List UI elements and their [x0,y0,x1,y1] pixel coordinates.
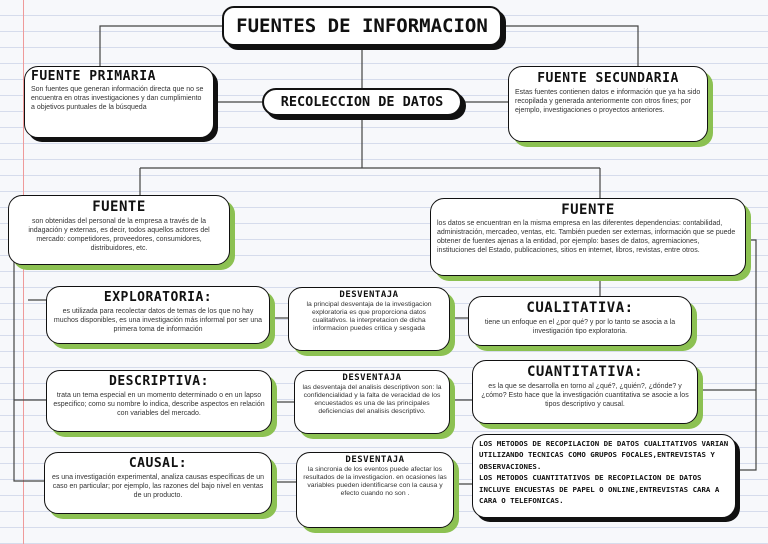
causal-text: es una investigación experimental, analiza causas específicas de un caso en particular; por ejemplo, las razones del bajo nivel en ventas de un producto. [51,474,265,499]
desventaja-descriptiva-box [294,370,450,434]
descriptiva-box [46,370,272,432]
desventaja-causal-text: la sincronia de los eventos puede afectar los resultados de la investigacion. en ocasiones las variables pueden identificarse con la causa y efecto cuando no son . [303,466,447,498]
main-title [222,6,502,46]
fuente-interna-title: FUENTE [92,199,146,215]
fuente-primaria-title: FUENTE PRIMARIA [31,69,156,84]
fuente-interna-text: son obtenidas del personal de la empresa a través de la indagación y externas, es decir, todos aquellos actores del mercado: competidores, proveedores, consumidores, distribuidores, etc. [28,218,210,252]
exploratoria-text: es utilizada para recolectar datos de temas de los que no hay muchos disponibles, es una investigación más informal por ser una primera toma de información [53,308,263,333]
fuente-secundaria-text: Estas fuentes contienen datos e información que ya ha sido recopilada y generada anteriormente con otros fines; por ejemplo, investigaciones o proyectos anteriores. [515,89,701,114]
causal-box [44,452,272,514]
descriptiva-text: trata un tema especial en un momento determinado o en un lapso especifico; como su nombre lo indica, describe aspectos en relación con variables del mercado. [53,392,265,417]
desventaja-descriptiva-text: las desventaja del analisis descriptivon son: la confidencialidad y la falta de veracidad de los encuestados es una de las principales deficiencias del analisis descriptivo. [302,384,442,416]
center-node-text: RECOLECCION DE DATOS [280,94,444,110]
exploratoria-box [46,286,270,344]
cualitativa-box [468,296,692,346]
cuantitativa-title: CUANTITATIVA: [526,364,644,380]
metodos-box [472,434,736,518]
desventaja-descriptiva-title: DESVENTAJA [342,373,402,383]
fuente-secundaria-box [508,66,708,142]
connector-title-secundaria [500,26,638,68]
metodos-cualitativos-text: LOS METODOS DE RECOPILACION DE DATOS CUALITATIVOS VARIAN UTILIZANDO TECNICAS COMO GRUPOS FOCALES,ENTREVISTAS Y OBSERVACIONES. [479,439,729,471]
desventaja-causal-box [296,452,454,528]
connector-fuente-metodos [736,240,756,470]
desventaja-exploratoria-box [288,287,450,351]
cualitativa-text: tiene un enfoque en el ¿por qué? y por lo tanto se asocia a la investigación tipo exploratoria. [484,319,676,335]
desventaja-causal-title: DESVENTAJA [345,455,405,465]
center-node [262,88,462,116]
desventaja-exploratoria-text: la principal desventaja de la investigacion exploratoria es que proporciona datos cualitativos. la interpretacion de dicha informacion puedes critica y sesgada [306,301,432,333]
fuente-externa-text: los datos se encuentran en la misma empresa en las diferentes dependencias: contabilidad, administración, mercadeo, ventas, etc. También pueden ser externas, información que se puede obtener de fuentes ajenas a la entidad, por ejemplo: bases de datos, agremiaciones, instituciones del Estado, publicaciones, sitios en internet, libros, revistas, entre otros. [437,220,736,254]
cuantitativa-box [472,360,698,424]
fuente-interna-box [8,195,230,265]
fuente-externa-title: FUENTE [561,202,615,218]
exploratoria-title: EXPLORATORIA: [103,290,213,305]
metodos-cuantitativos-text: LOS METODOS CUANTITATIVOS DE RECOPILACION DE DATOS INCLUYE ENCUESTAS DE PAPEL O ONLINE,ENTREVISTAS CARA A CARA O TELEFONICAS. [479,473,720,506]
cuantitativa-text: es la que se desarrolla en torno al ¿qué?, ¿quién?, ¿dónde? y ¿cómo? Esto hace que la investigación cuantitativa se asocie a los tipos descriptivo y causal. [481,383,689,408]
fuente-externa-box [430,198,746,276]
cualitativa-title: CUALITATIVA: [526,300,634,316]
main-title-text: FUENTES DE INFORMACION [236,15,488,37]
connector-title-primaria [100,26,222,68]
desventaja-exploratoria-title: DESVENTAJA [339,290,399,300]
descriptiva-title: DESCRIPTIVA: [109,374,209,389]
causal-title: CAUSAL: [128,456,188,471]
fuente-primaria-text: Son fuentes que generan información directa que no se encuentra en otras investigaciones y dan cumplimiento a objetivos puntuales de la búsqueda [31,86,204,111]
fuente-secundaria-title: FUENTE SECUNDARIA [537,71,679,86]
fuente-primaria-box [24,66,214,138]
